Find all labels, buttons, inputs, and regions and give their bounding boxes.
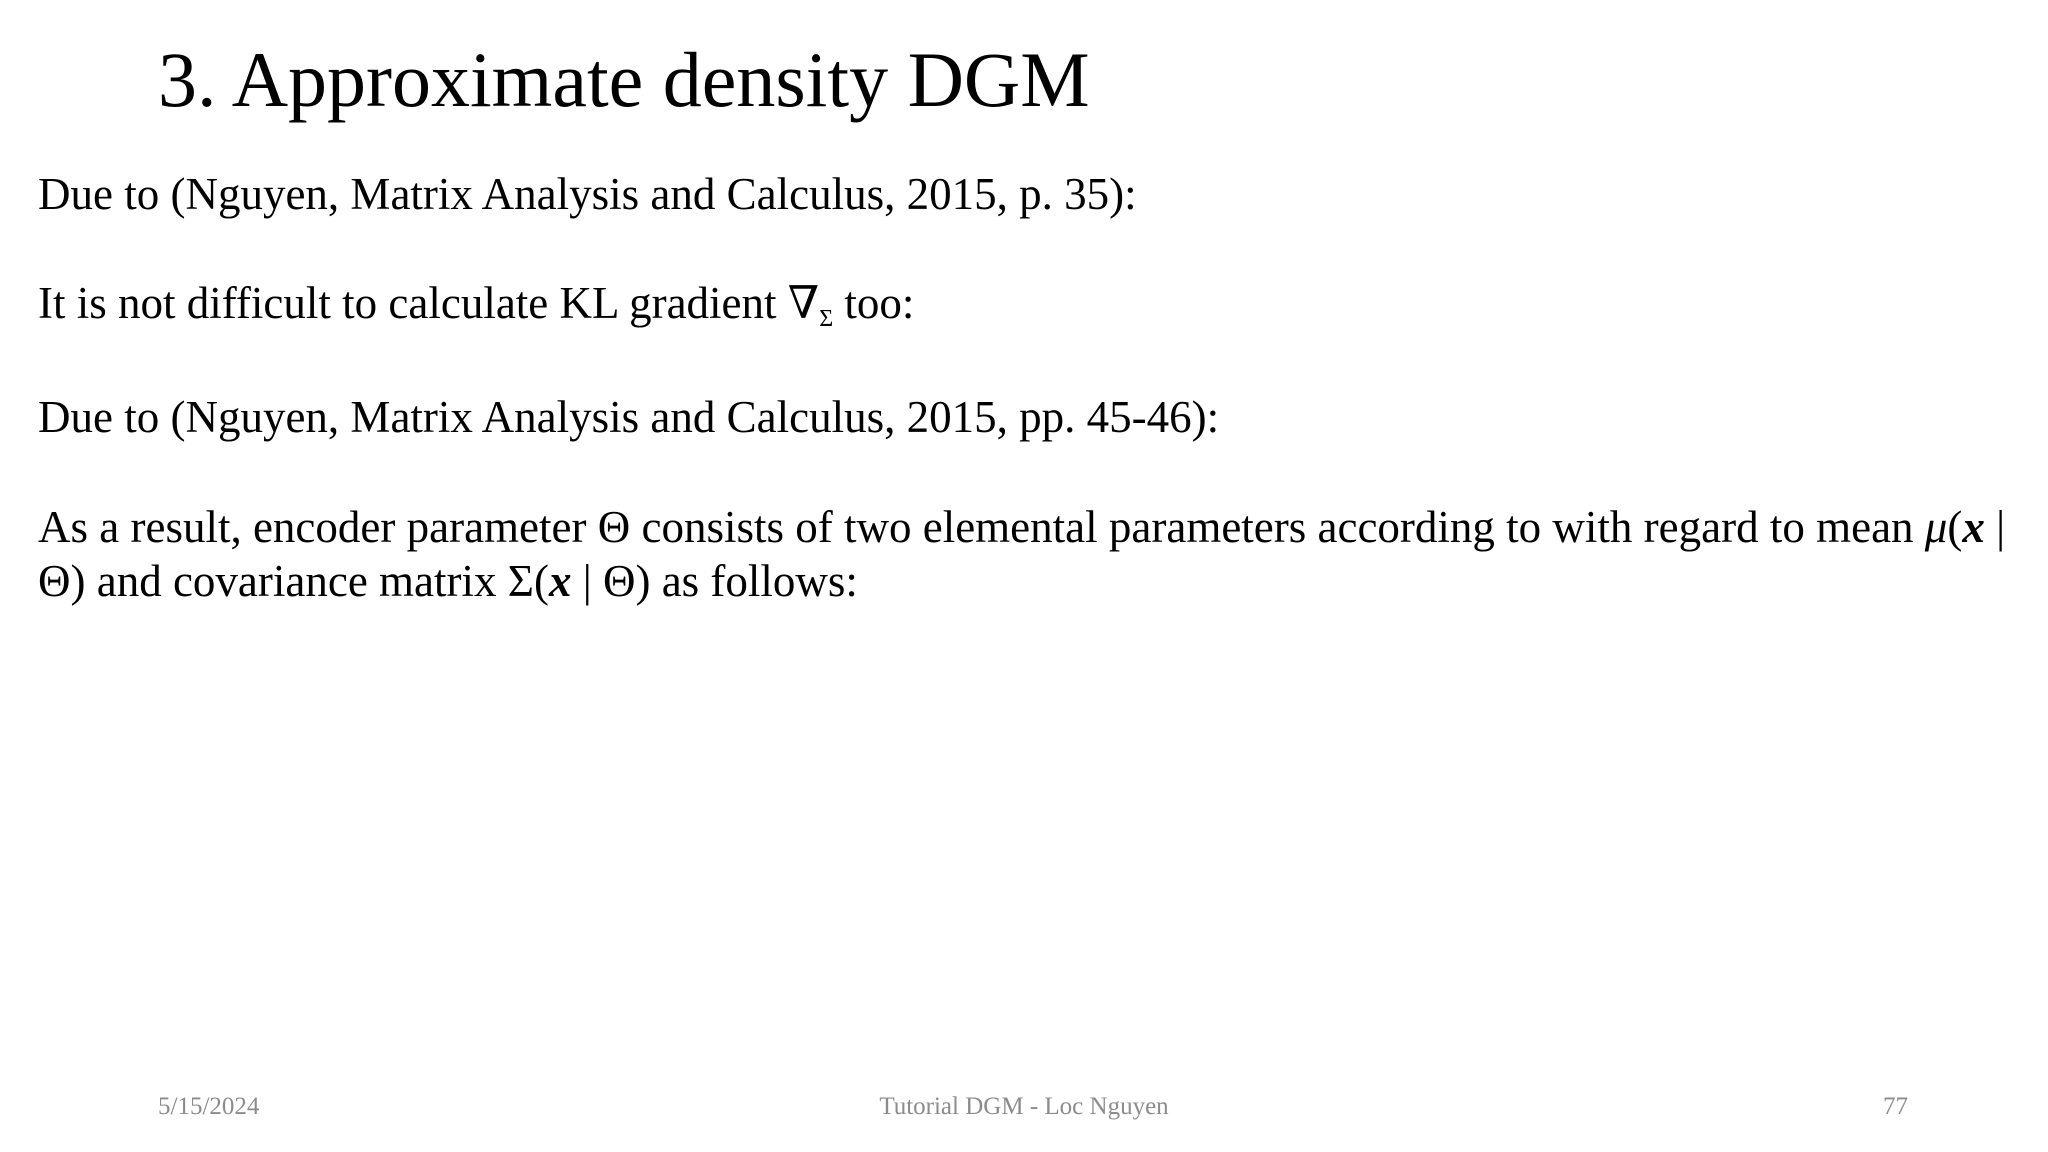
x-variable: x	[1962, 502, 1985, 552]
footer-title: Tutorial DGM - Loc Nguyen	[879, 1093, 1169, 1120]
result-text-3: | Θ) as follows:	[571, 556, 858, 606]
paragraph-result-line-1	[38, 500, 2005, 554]
slide-title: 3. Approximate density DGM	[158, 36, 1090, 123]
result-text: As a result, encoder parameter Θ consists of two elemental parameters according to with regard to mean	[38, 502, 1925, 552]
paragraph-kl-gradient	[38, 276, 914, 330]
paragraph-citation-1: Due to (Nguyen, Matrix Analysis and Calculus, 2015, p. 35):	[38, 169, 1137, 219]
mu-symbol: μ	[1924, 502, 1948, 552]
kl-gradient-text: It is not difficult to calculate KL gradient ∇	[38, 278, 820, 328]
sigma-subscript: Σ	[819, 306, 834, 332]
result-text-2: Θ) and covariance matrix Σ(	[38, 556, 549, 606]
open-paren: (	[1947, 502, 1963, 552]
bar-symbol: |	[1984, 502, 2006, 552]
paragraph-citation-2: Due to (Nguyen, Matrix Analysis and Calculus, 2015, pp. 45-46):	[38, 392, 1220, 442]
kl-gradient-suffix: too:	[833, 278, 915, 328]
x-variable-2: x	[548, 556, 572, 606]
footer-page-number: 77	[1883, 1093, 1908, 1120]
footer-date: 5/15/2024	[158, 1093, 260, 1120]
paragraph-result-line-2	[38, 554, 858, 608]
